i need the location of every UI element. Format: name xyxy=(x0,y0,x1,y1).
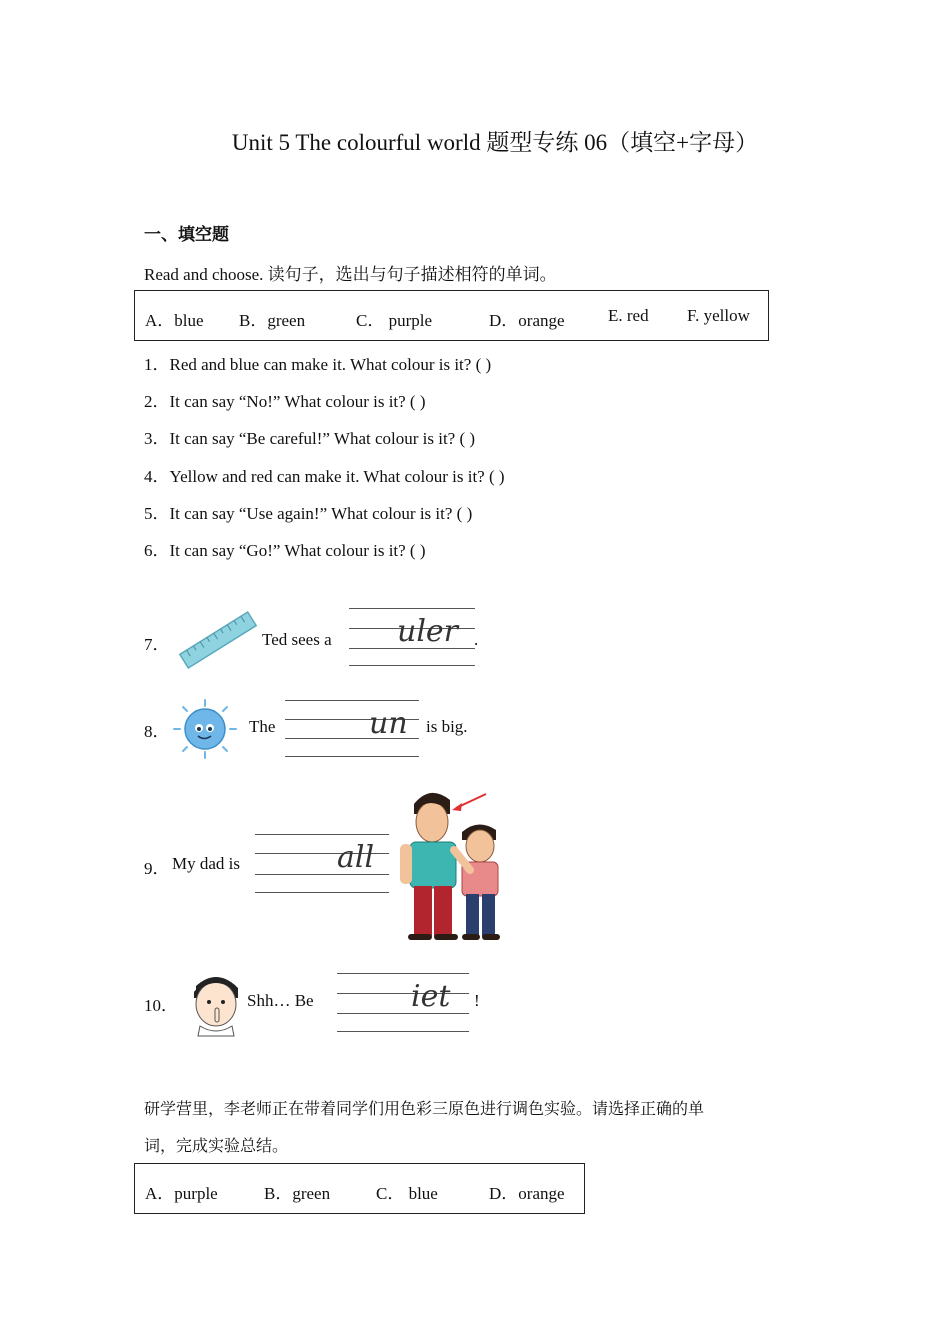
item-8-end: is big. xyxy=(426,717,468,736)
item-10-end: ! xyxy=(474,991,480,1010)
option-e: E. red xyxy=(608,306,649,325)
question-2: 2．It can say “No!” What colour is it? ( ) xyxy=(144,392,426,411)
question-4: 4．Yellow and red can make it. What colour is it? ( ) xyxy=(144,467,505,486)
option-a: A．blue xyxy=(145,311,204,330)
lab-instruction-line-1: 研学营里，李老师正在带着同学们用色彩三原色进行调色实验。请选择正确的单 xyxy=(144,1099,705,1118)
option-2-c: C． blue xyxy=(376,1184,438,1203)
item-7-text: Ted sees a xyxy=(262,630,332,649)
item-9-number: 9． xyxy=(144,859,170,878)
item-7-end: . xyxy=(474,630,479,649)
writing-lines-10 xyxy=(337,971,469,1033)
item-8-number: 8． xyxy=(144,722,170,741)
instruction-text: Read and choose. 读句子，选出与句子描述相符的单词。 xyxy=(144,265,557,284)
option-2-a: A．purple xyxy=(145,1184,218,1203)
dad-and-son-icon xyxy=(390,784,508,944)
handwritten-8: un xyxy=(369,706,408,741)
options-box xyxy=(134,290,769,341)
option-c: C． purple xyxy=(356,311,433,330)
handwritten-9: all xyxy=(337,840,375,875)
writing-lines-7 xyxy=(349,606,475,666)
handwritten-10: iet xyxy=(411,979,451,1014)
lab-instruction-line-2: 词，完成实验总结。 xyxy=(144,1136,289,1155)
page-title: Unit 5 The colourful world 题型专练 06（填空+字母） xyxy=(231,130,759,155)
option-d: D．orange xyxy=(489,311,565,330)
ruler-icon xyxy=(176,608,260,672)
section-heading: 一、填空题 xyxy=(144,225,229,245)
question-5: 5．It can say “Use again!” What colour is it? ( ) xyxy=(144,504,473,523)
option-f: F. yellow xyxy=(687,306,750,325)
item-10-number: 10． xyxy=(144,996,178,1015)
boy-shush-icon xyxy=(186,970,246,1036)
writing-lines-8 xyxy=(285,698,419,758)
item-7-number: 7． xyxy=(144,635,170,654)
option-b: B．green xyxy=(239,311,306,330)
instruction xyxy=(144,260,557,285)
question-3: 3．It can say “Be careful!” What colour is it? ( ) xyxy=(144,429,476,448)
handwritten-7: uler xyxy=(397,614,459,649)
options-box-2 xyxy=(134,1163,585,1214)
option-2-b: B．green xyxy=(264,1184,331,1203)
sun-icon xyxy=(172,698,238,760)
question-6: 6．It can say “Go!” What colour is it? ( ) xyxy=(144,541,426,560)
option-2-d: D．orange xyxy=(489,1184,565,1203)
item-9-text: My dad is xyxy=(172,854,240,873)
question-1: 1．Red and blue can make it. What colour is it? ( ) xyxy=(144,355,492,374)
writing-lines-9 xyxy=(255,832,389,894)
item-8-text: The xyxy=(249,717,276,736)
item-10-text: Shh… Be xyxy=(247,991,314,1010)
